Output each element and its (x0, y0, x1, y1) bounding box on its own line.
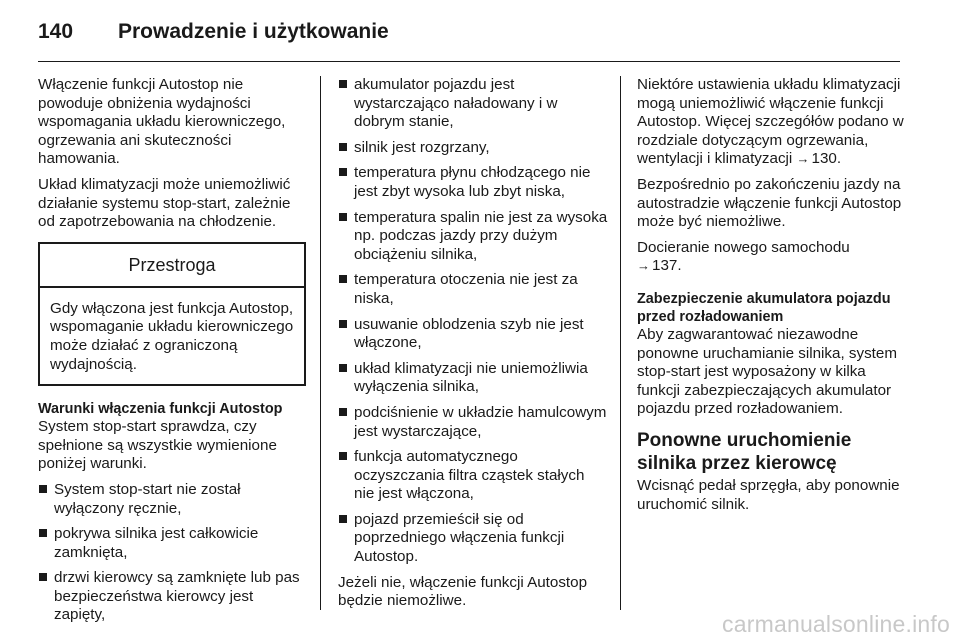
bullet-square-icon (339, 80, 347, 88)
page-reference-link[interactable]: 137. (652, 257, 682, 275)
paragraph-climate-control: Układ klimatyzacji może uniemożliwić działanie systemu stop-start, zależnie od zapotrzebowania na chłodzenie. (38, 175, 291, 231)
column-2 (338, 76, 608, 618)
column-divider-2 (620, 76, 621, 610)
column-divider-1 (320, 76, 321, 610)
bullet-square-icon (339, 143, 347, 151)
list-item: podciśnienie w układzie hamulcowym jest wystarczające, (338, 404, 608, 441)
bullet-square-icon (39, 485, 47, 493)
bullet-square-icon (339, 275, 347, 283)
list-item: pojazd przemieścił się od poprzedniego włączenia funkcji Autostop. (338, 511, 608, 567)
page-header (38, 14, 389, 50)
page-reference-icon: → (796, 151, 810, 167)
bullet-square-icon (339, 364, 347, 372)
list-item: temperatura spalin nie jest za wysoka np. podczas jazdy przy dużym obciążeniu silnika, (338, 209, 608, 265)
list-item: pokrywa silnika jest całkowicie zamknięta, (38, 525, 306, 562)
restart-heading: Ponowne uruchomienie silnika przez kierowcę (637, 429, 852, 474)
bullet-square-icon (339, 452, 347, 460)
list-item: System stop-start nie został wyłączony ręcznie, (38, 481, 306, 518)
battery-protection-body: Aby zagwarantować niezawodne ponowne uruchamianie silnika, system stop-start jest wyposażony w kilka funkcji zabezpieczających akumulator pojazdu przed rozładowaniem. (637, 325, 898, 418)
header-divider (38, 61, 900, 62)
paragraph-motorway: Bezpośrednio po zakończeniu jazdy na autostradzie włączenie funkcji Autostop może być niemożliwe. (637, 175, 902, 231)
page-reference-link[interactable]: 130. (811, 150, 842, 168)
paragraph-autostop-performance: Włączenie funkcji Autostop nie powoduje obniżenia wydajności wspomagania układu kierowniczego, ogrzewania ani skuteczności hamowania. (38, 76, 286, 168)
page-number: 140 (38, 20, 74, 43)
battery-protection-heading: Zabezpieczenie akumulatora pojazdu przed rozładowaniem (637, 290, 891, 325)
warning-title: Przestroga (40, 244, 304, 288)
bullet-square-icon (339, 320, 347, 328)
list-item: usuwanie oblodzenia szyb nie jest włączone, (338, 316, 608, 353)
page-reference-icon: → (637, 258, 650, 274)
bullet-square-icon (339, 408, 347, 416)
paragraph-running-in: Docieranie nowego samochodu → 137. (637, 238, 850, 275)
list-item: temperatura otoczenia nie jest za niska, (338, 271, 608, 308)
paragraph-otherwise: Jeżeli nie, włączenie funkcji Autostop będzie niemożliwe. (338, 573, 588, 610)
list-item: drzwi kierowcy są zamknięte lub pas bezpieczeństwa kierowcy jest zapięty, (38, 569, 306, 625)
bullet-square-icon (39, 573, 47, 581)
list-item: temperatura płynu chłodzącego nie jest zbyt wysoka lub zbyt niska, (338, 164, 608, 201)
bullet-square-icon (339, 213, 347, 221)
list-item: silnik jest rozgrzany, (338, 139, 608, 158)
column-1 (38, 76, 306, 632)
conditions-list-1 (38, 481, 306, 625)
conditions-heading: Warunki włączenia funkcji Autostop (38, 401, 283, 418)
conditions-list-2 (338, 76, 608, 567)
paragraph-climate-settings: Niektóre ustawienia układu klimatyzacji mogą uniemożliwić włączenie funkcji Autostop. Więcej szczegółów podano w rozdziale dotyczącym ogrzewania, wentylacji i klimatyzacji → 130. (637, 76, 904, 168)
list-item: funkcja automatycznego oczyszczania filtra cząstek stałych nie jest włączona, (338, 448, 608, 504)
page-title: Prowadzenie i użytkowanie (118, 20, 389, 43)
warning-body: Gdy włączona jest funkcja Autostop, wspomaganie układu kierowniczego może działać z ograniczoną wydajnością. (50, 299, 294, 373)
watermark: carmanualsonline.info (722, 611, 950, 637)
conditions-intro: System stop-start sprawdza, czy spełnione są wszystkie wymienione poniżej warunki. (38, 418, 277, 473)
bullet-square-icon (339, 168, 347, 176)
bullet-square-icon (39, 529, 47, 537)
list-item: akumulator pojazdu jest wystarczająco naładowany i w dobrym stanie, (338, 76, 608, 132)
restart-body: Wcisnąć pedał sprzęgła, aby ponownie uruchomić silnik. (637, 476, 900, 513)
bullet-square-icon (339, 515, 347, 523)
column-3 (637, 76, 907, 521)
list-item: układ klimatyzacji nie uniemożliwia wyłączenia silnika, (338, 360, 608, 397)
warning-box (38, 242, 306, 386)
